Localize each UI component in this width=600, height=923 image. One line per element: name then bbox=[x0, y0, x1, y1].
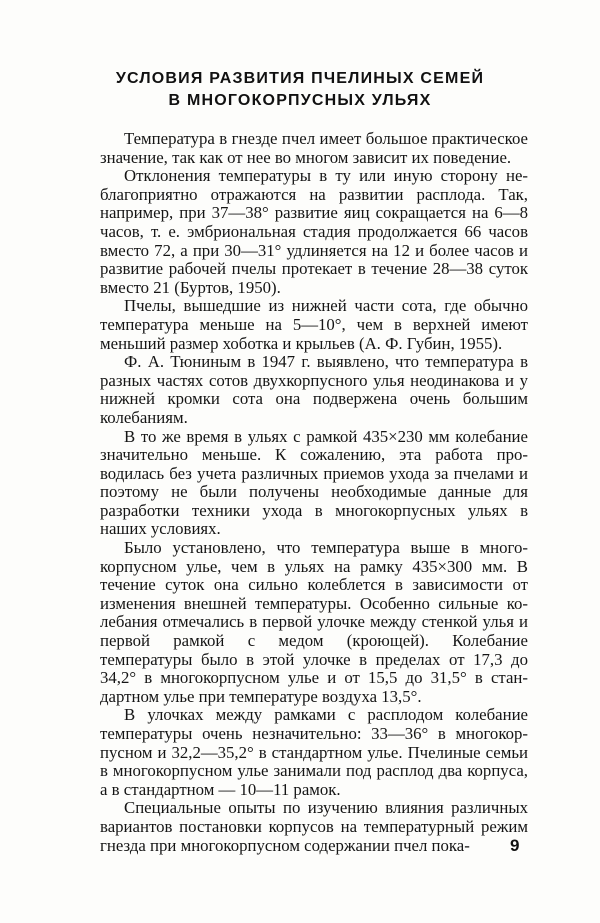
paragraph: Ф. А. Тюниным в 1947 г. выявлено, что температура в разных частях сотов двухкорпусного улья неодинакова и у нижней кромки сота она подвержена очень большим колебаниям. bbox=[100, 352, 528, 427]
section-title-line-2: В МНОГОКОРПУСНЫХ УЛЬЯХ bbox=[168, 92, 432, 109]
paragraph: Отклонения температуры в ту или иную сторону неблагоприятно отражаются на развитии расплода. Так, например, при 37—38° развитие яиц сокращается на 6—8 часов, т. е. эмбриональная стадия продолжается 66 часов вместо 72, а при 30—31° удлиняется на 12 и более часов и развитие рабочей пчелы протекает в течение 28—38 суток вместо 21 (Буртов, 1950). bbox=[100, 166, 528, 297]
paragraph: Было установлено, что температура выше в многокорпусном улье, чем в ульях на рамку 435×300 мм. В течение суток она сильно колеблется в зависимости от изменения внешней температуры. Особенно сильные колебания отмечались в первой улочке между стенкой улья и первой рамкой с медом (кроющей). Колебание температуры было в этой улочке в пределах от 17,3 до 34,2° в многокорпусном улье и от 15,5 до 31,5° в стандартном улье при температуре воздуха 13,5°. bbox=[100, 538, 528, 706]
paragraph: В улочках между рамками с расплодом колебание температуры очень незначительно: 33—36° в многокорпусном и 32,2—35,2° в стандартном улье. Пчелиные семьи в многокорпусном улье занимали под расплод два корпуса, а в стандартном — 10—11 рамок. bbox=[100, 705, 528, 799]
paragraph: Температура в гнезде пчел имеет большое практическое значение, так как от нее во многом зависит их поведение. bbox=[100, 129, 528, 167]
paragraph: Специальные опыты по изучению влияния различных вариантов постановки корпусов на температурный режим гнезда при многокорпусном содержании пчел пока- bbox=[100, 798, 528, 855]
page-number: 9 bbox=[510, 836, 520, 855]
paragraph: В то же время в ульях с рамкой 435×230 мм колебание значительно меньше. К сожалению, эта работа проводилась без учета различных приемов ухода за пчелами и поэтому не были получены необходимые данные для разработки техники ухода в многокорпусных ульях в наших условиях. bbox=[100, 426, 528, 539]
paragraph: Пчелы, вышедшие из нижней части сота, где обычно температура меньше на 5—10°, чем в верхней имеют меньший размер хоботка и крыльев (А. Ф. Губин, 1955). bbox=[100, 296, 528, 353]
section-title-line-1: УСЛОВИЯ РАЗВИТИЯ ПЧЕЛИНЫХ СЕМЕЙ bbox=[115, 70, 485, 87]
body-text bbox=[100, 130, 528, 855]
